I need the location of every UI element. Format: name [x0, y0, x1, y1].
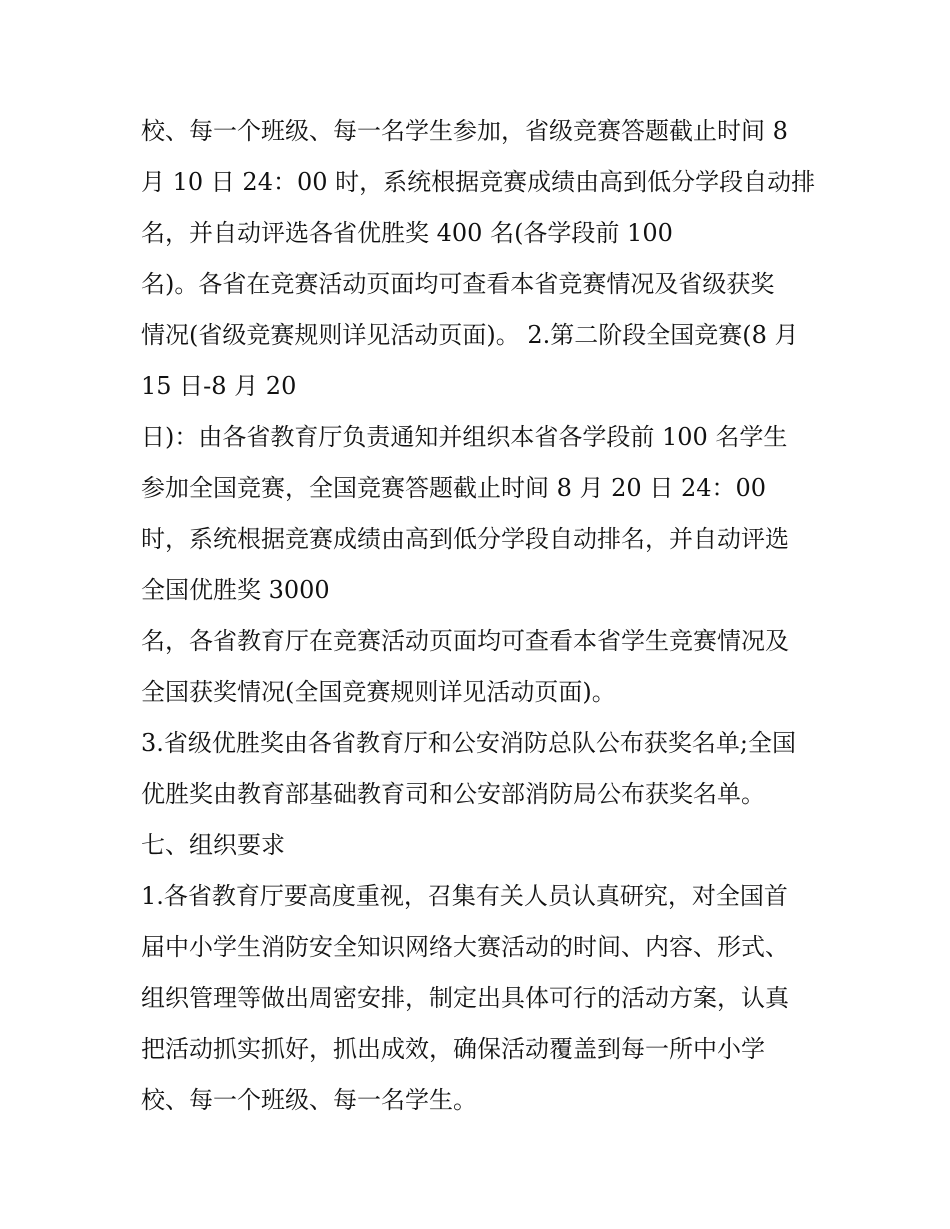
text-line: 3.省级优胜奖由各省教育厅和公安消防总队公布获奖名单;全国 [141, 729, 796, 757]
text-line: 名)。各省在竞赛活动页面均可查看本省竞赛情况及省级获奖 [141, 270, 775, 298]
text-line: 全国获奖情况(全国竞赛规则详见活动页面)。 [141, 678, 616, 706]
text-line: 优胜奖由教育部基础教育司和公安部消防局公布获奖名单。 [141, 780, 765, 808]
section-heading: 七、组织要求 [141, 831, 285, 859]
text-line: 时，系统根据竞赛成绩由高到低分学段自动排名，并自动评选 [141, 525, 789, 553]
text-line: 名，各省教育厅在竞赛活动页面均可查看本省学生竞赛情况及 [141, 627, 789, 655]
text-line: 日)：由各省教育厅负责通知并组织本省各学段前 100 名学生 [141, 423, 788, 451]
text-line: 1.各省教育厅要高度重视，召集有关人员认真研究，对全国首 [141, 882, 788, 910]
text-line: 校、每一个班级、每一名学生参加，省级竞赛答题截止时间 8 [141, 117, 788, 145]
text-line: 组织管理等做出周密安排，制定出具体可行的活动方案，认真 [141, 984, 789, 1012]
document-body [141, 106, 831, 1126]
text-line: 参加全国竞赛，全国竞赛答题截止时间 8 月 20 日 24：00 [141, 474, 767, 502]
text-line: 把活动抓实抓好，抓出成效，确保活动覆盖到每一所中小学 [141, 1035, 765, 1063]
text-line: 名，并自动评选各省优胜奖 400 名(各学段前 100 [141, 219, 673, 247]
text-line: 全国优胜奖 3000 [141, 576, 330, 604]
text-line: 校、每一个班级、每一名学生。 [141, 1086, 477, 1114]
text-line: 情况(省级竞赛规则详见活动页面)。 2.第二阶段全国竞赛(8 月 [141, 321, 799, 349]
text-line: 届中小学生消防安全知识网络大赛活动的时间、内容、形式、 [141, 933, 789, 961]
text-line: 月 10 日 24：00 时，系统根据竞赛成绩由高到低分学段自动排 [141, 168, 816, 196]
text-line: 15 日-8 月 20 [141, 372, 297, 400]
